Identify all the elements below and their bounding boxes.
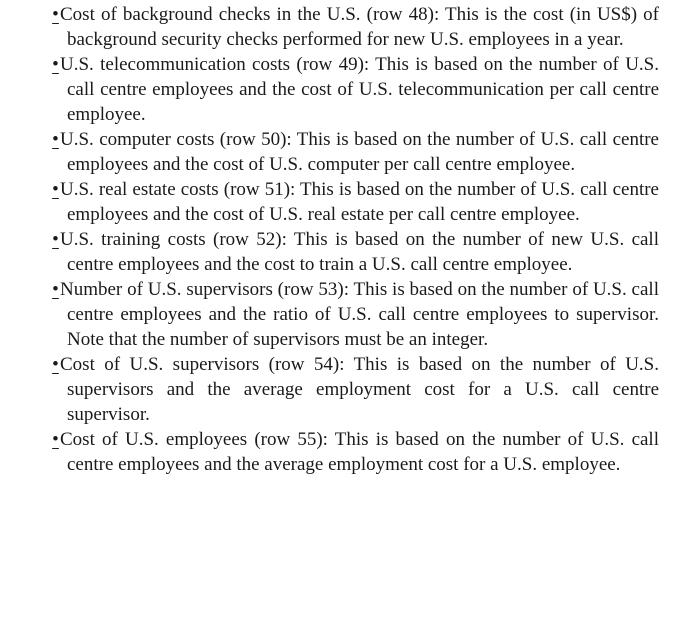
list-item-text: U.S. telecommunication costs (row 49): This is based on the number of U.S. call centre employees and the cost of U.S. telecommunication per call centre employee. (60, 54, 659, 125)
bullet-marker: • (52, 54, 59, 75)
bullet-marker: • (52, 279, 59, 300)
list-item-text: U.S. training costs (row 52): This is based on the number of new U.S. call centre employees and the cost to train a U.S. call centre employee. (60, 229, 659, 275)
list-item (42, 227, 659, 277)
list-item-text: Cost of U.S. supervisors (row 54): This is based on the number of U.S. supervisors and the average employment cost for a U.S. call centre supervisor. (60, 354, 659, 425)
list-item (42, 177, 659, 227)
bullet-marker: • (52, 429, 59, 450)
list-item-text: Number of U.S. supervisors (row 53): This is based on the number of U.S. call centre employees and the ratio of U.S. call centre employees to supervisor. Note that the number of supervisors must be an integer. (60, 279, 659, 350)
document-body (42, 2, 659, 477)
list-item (42, 352, 659, 427)
list-item (42, 2, 659, 52)
bullet-marker: • (52, 229, 59, 250)
bullet-marker: • (52, 129, 59, 150)
list-item-text: Cost of background checks in the U.S. (row 48): This is the cost (in US$) of background security checks performed for new U.S. employees in a year. (60, 4, 659, 50)
list-item-text: Cost of U.S. employees (row 55): This is based on the number of U.S. call centre employees and the average employment cost for a U.S. employee. (60, 429, 659, 475)
bullet-marker: • (52, 354, 59, 375)
list-item-text: U.S. real estate costs (row 51): This is based on the number of U.S. call centre employees and the cost of U.S. real estate per call centre employee. (60, 179, 659, 225)
bullet-marker: • (52, 4, 59, 25)
bullet-marker: • (52, 179, 59, 200)
list-item (42, 277, 659, 352)
bullet-list (42, 2, 659, 477)
list-item-text: U.S. computer costs (row 50): This is based on the number of U.S. call centre employees and the cost of U.S. computer per call centre employee. (60, 129, 659, 175)
list-item (42, 427, 659, 477)
list-item (42, 52, 659, 127)
list-item (42, 127, 659, 177)
